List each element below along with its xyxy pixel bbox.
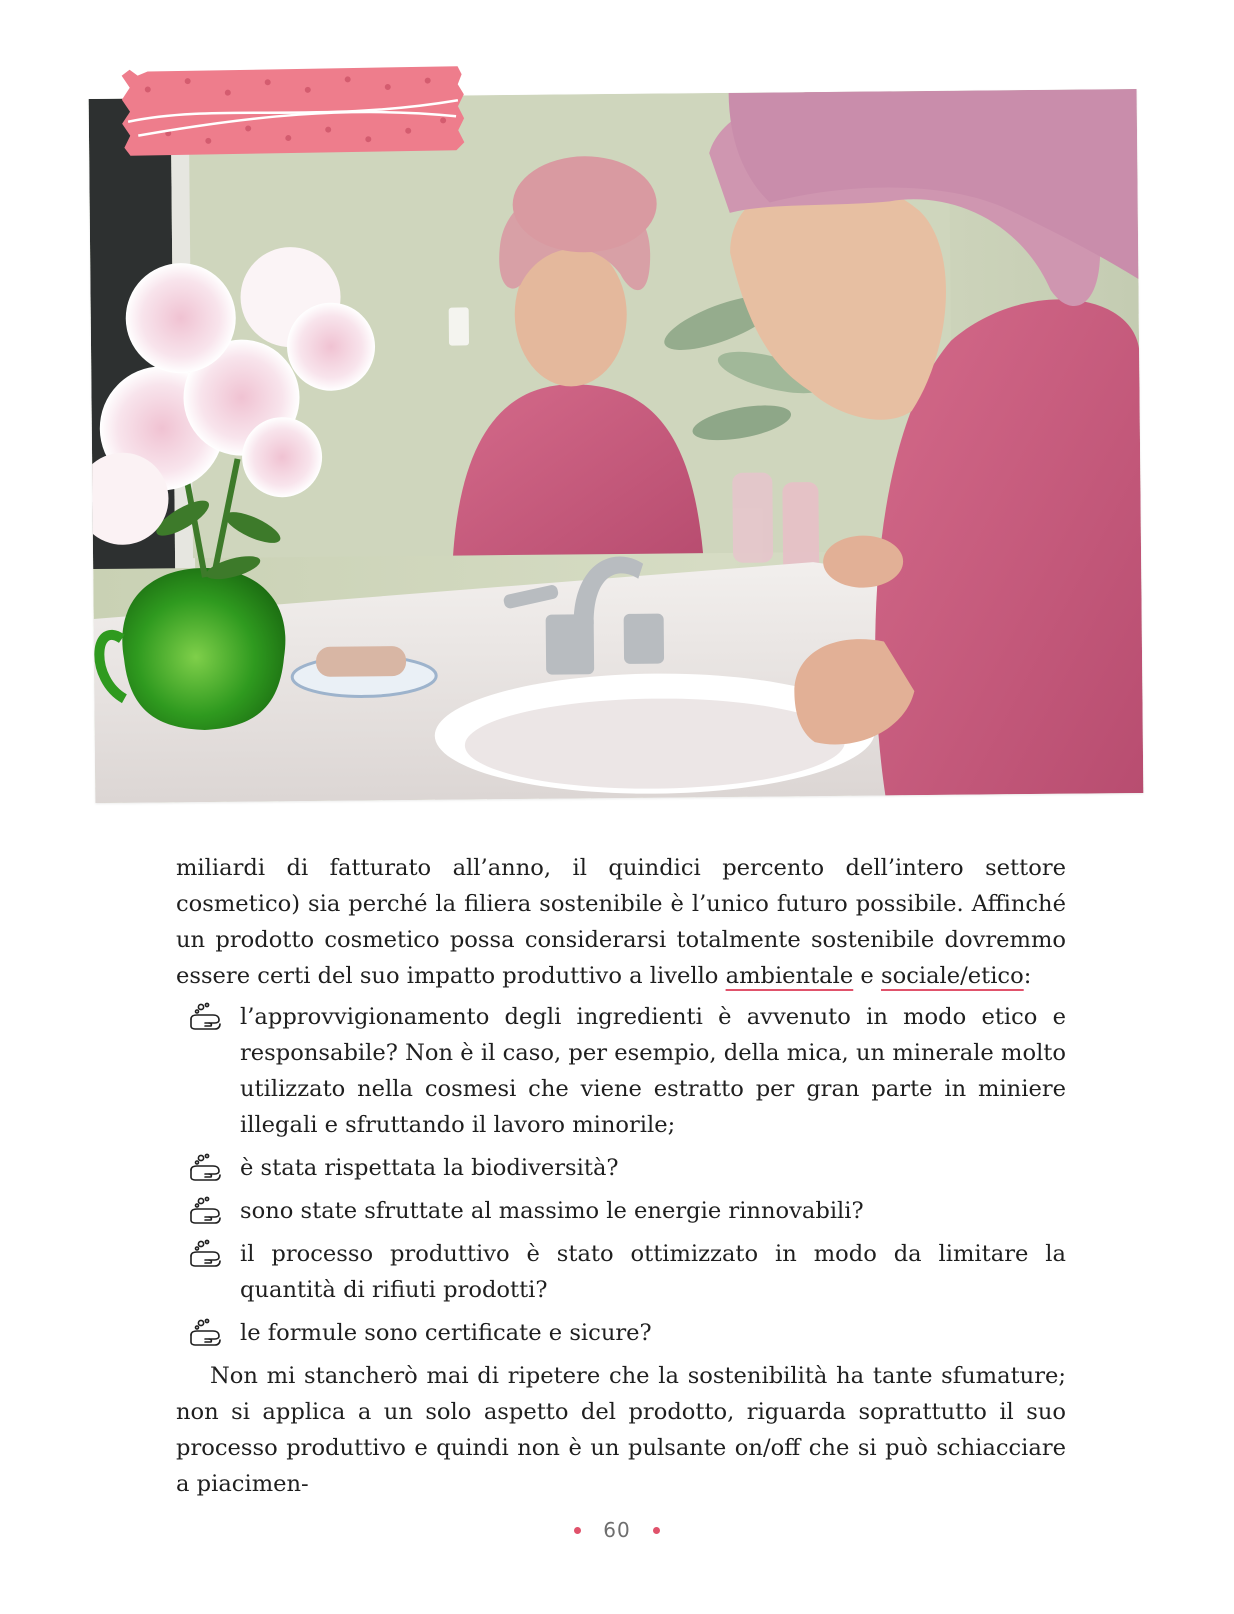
page-number: 60: [603, 1518, 631, 1542]
hand-with-soap-bubbles-icon: [188, 1318, 224, 1348]
footer-dot-right: [653, 1527, 660, 1534]
list-item: il processo produttivo è stato ottimizzato in modo da limitare la quantità di rifiuti prodotti?: [176, 1236, 1066, 1308]
paragraph-2: Non mi stancherò mai di ripetere che la sostenibilità ha tante sfumature; non si applica a un solo aspetto del prodotto, riguarda soprattutto il suo processo produttivo e quindi non è un pulsante on/off che si può schiacciare a piacimen-: [176, 1363, 1066, 1497]
sustainability-checklist: [176, 999, 1066, 1351]
bathroom-photo: [89, 89, 1144, 803]
hand-with-soap-bubbles-icon: [188, 1002, 224, 1032]
page-footer: [0, 1518, 1234, 1542]
list-item: è stata rispettata la biodiversità?: [176, 1150, 1066, 1186]
list-item: l’approvvigionamento degli ingredienti è avvenuto in modo etico e responsabile? Non è il caso, per esempio, della mica, un minerale molto utilizzato nella cosmesi che viene estratto per gran parte in miniere illegali e sfruttando il lavoro minorile;: [176, 999, 1066, 1143]
hand-with-soap-bubbles-icon: [188, 1239, 224, 1269]
washi-tape-decoration: [118, 60, 467, 160]
footer-dot-left: [574, 1527, 581, 1534]
list-item: sono state sfruttate al massimo le energie rinnovabili?: [176, 1193, 1066, 1229]
list-item: le formule sono certificate e sicure?: [176, 1315, 1066, 1351]
paragraph-1: miliardi di fatturato all’anno, il quindici percento dell’intero settore cosmetico) sia perché la filiera sostenibile è l’unico futuro possibile. Affinché un prodotto cosmetico possa considerarsi totalmente sostenibile dovremmo essere certi del suo impatto produttivo a livello ambientale e sociale/etico:: [176, 855, 1066, 989]
hand-with-soap-bubbles-icon: [188, 1153, 224, 1183]
underlined-term-ambientale: ambientale: [725, 963, 854, 989]
underlined-term-sociale-etico: sociale/etico: [881, 963, 1024, 989]
body-text: [176, 850, 1066, 1502]
hand-with-soap-bubbles-icon: [188, 1196, 224, 1226]
